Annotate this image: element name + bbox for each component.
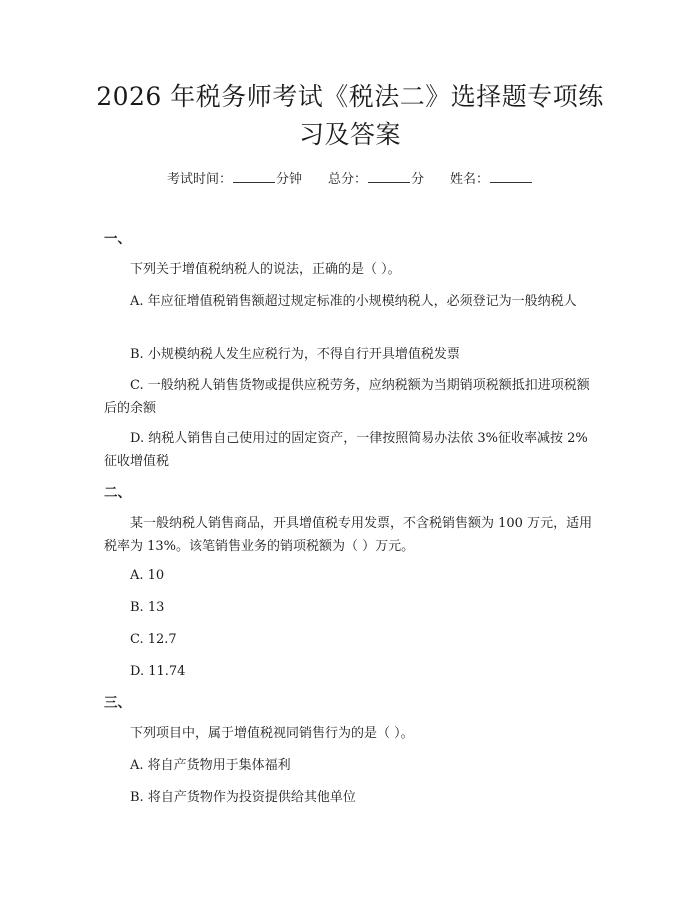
name-blank: [490, 168, 532, 183]
question-1-option-c: C. 一般纳税人销售货物或提供应税劳务，应纳税额为当期销项税额抵扣进项税额后的余额: [104, 378, 590, 416]
exam-info-bar: [0, 168, 700, 190]
question-1-option-d: D. 纳税人销售自己使用过的固定资产，一律按照简易办法依 3%征收率减按 2%征收增值税: [104, 431, 588, 469]
total-score-blank: [368, 168, 410, 183]
total-score-label: 总分：: [327, 172, 367, 187]
question-2-stem: 某一般纳税人销售商品，开具增值税专用发票，不含税销售额为 100 万元，适用税率为 13%。该笔销售业务的销项税额为（ ）万元。: [104, 516, 593, 554]
question-1-number: 一、: [104, 231, 131, 247]
exam-time-unit: 分钟: [275, 172, 302, 187]
question-2-option-c: C. 12.7: [130, 632, 177, 647]
question-1-option-b: B. 小规模纳税人发生应税行为，不得自行开具增值税发票: [130, 347, 460, 362]
question-1-option-a: A. 年应征增值税销售额超过规定标准的小规模纳税人，必须登记为一般纳税人: [130, 294, 577, 309]
question-2-option-b: B. 13: [130, 600, 165, 615]
total-score-field: [328, 168, 424, 190]
name-field: [450, 168, 533, 190]
document-title: 2026 年税务师考试《税法二》选择题专项练习及答案: [96, 82, 604, 149]
question-3-option-b: B. 将自产货物作为投资提供给其他单位: [130, 790, 356, 805]
exam-time-field: [167, 168, 302, 190]
question-2-number: 二、: [104, 485, 131, 501]
question-1-stem: 下列关于增值税纳税人的说法，正确的是（ ）。: [130, 262, 401, 277]
question-3-number: 三、: [104, 695, 131, 711]
question-3-stem: 下列项目中，属于增值税视同销售行为的是（ ）。: [130, 726, 414, 741]
question-3-option-a: A. 将自产货物用于集体福利: [130, 758, 291, 773]
question-2-option-d: D. 11.74: [130, 664, 186, 679]
exam-time-blank: [233, 168, 275, 183]
name-label: 姓名：: [450, 172, 490, 187]
total-score-unit: 分: [411, 172, 425, 187]
exam-time-label: 考试时间：: [166, 172, 232, 187]
question-2-option-a: A. 10: [130, 568, 165, 583]
